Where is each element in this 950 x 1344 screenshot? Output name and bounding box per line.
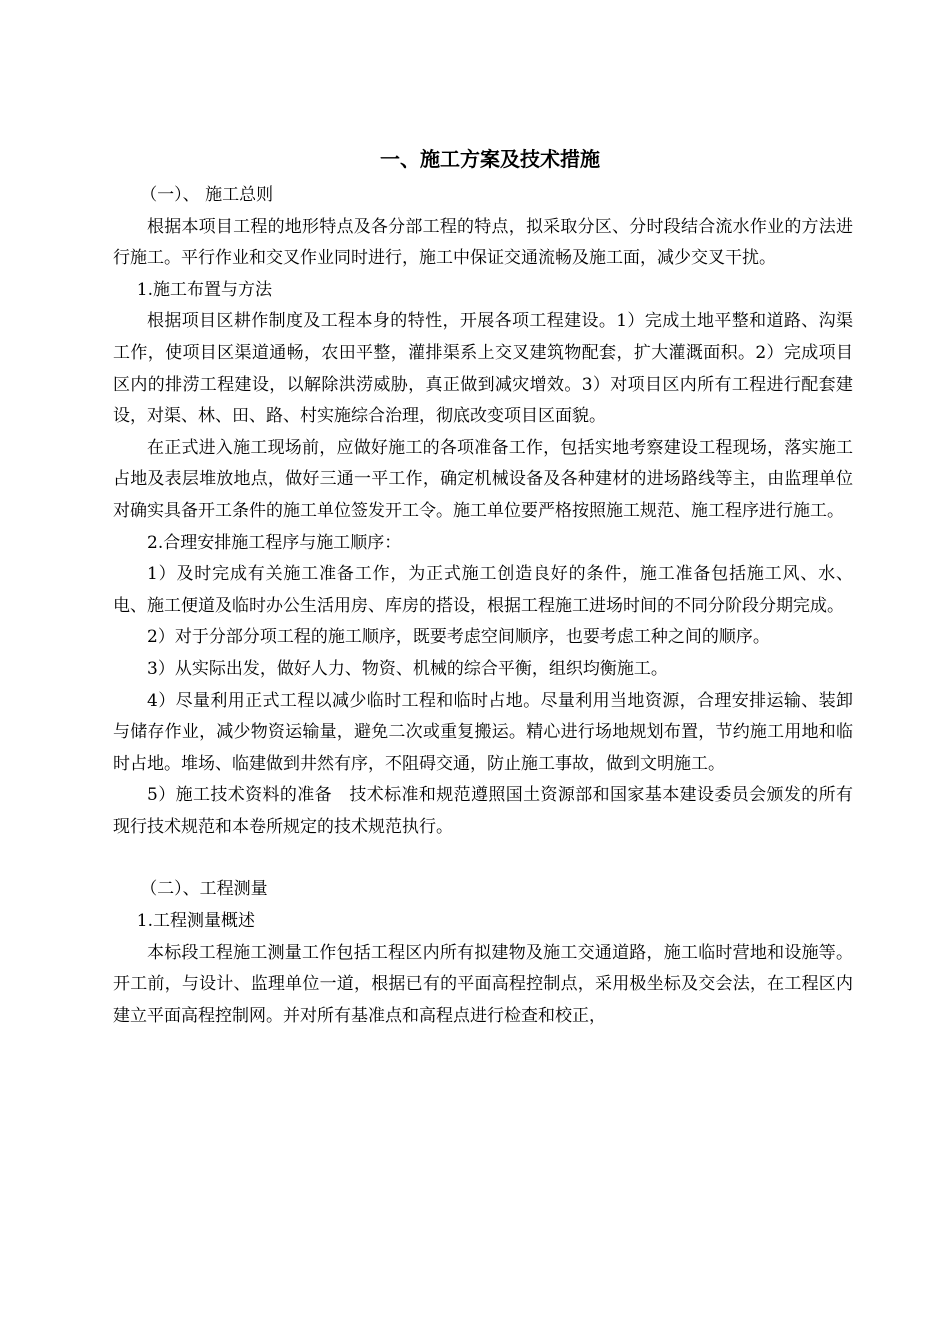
section-2-heading: （二）、工程测量 — [140, 879, 268, 900]
section-1-heading: （一）、 施工总则 — [140, 185, 274, 205]
list-item: 5）施工技术资料的准备 技术标准和规范遵照国土资源部和国家基本建设委员会颁发的所有现行技术规范和本卷所规定的技术规范执行。 — [113, 785, 853, 837]
subsection-2-1-heading: 1.工程测量概述 — [136, 911, 256, 932]
list-item: 4）尽量利用正式工程以减少临时工程和临时占地。尽量利用当地资源，合理安排运输、装卸与储存作业，减少物资运输量，避免二次或重复搬运。精心进行场地规划布置，节约施工用地和临时占地。堆场、临建做到井然有序，不阻碍交通，防止施工事故，做到文明施工。 — [113, 690, 853, 774]
subsection-1-1-paragraph-1: 根据项目区耕作制度及工程本身的特性，开展各项工程建设。1）完成土地平整和道路、沟渠工作，使项目区渠道通畅，农田平整，灌排渠系上交叉建筑物配套，扩大灌溉面积。2）完成项目区内的排涝工程建设，以解除洪涝威胁，真正做到减灾增效。3）对项目区内所有工程进行配套建设，对渠、林、田、路、村实施综合治理，彻底改变项目区面貌。 — [113, 311, 853, 427]
list-item: 3）从实际出发，做好人力、物资、机械的综合平衡，组织均衡施工。 — [147, 658, 668, 679]
subsection-1-2-heading: 2.合理安排施工程序与施工顺序： — [147, 532, 402, 553]
subsection-1-1-paragraph-2: 在正式进入施工现场前，应做好施工的各项准备工作，包括实地考察建设工程现场，落实施工占地及表层堆放地点，做好三通一平工作，确定机械设备及各种建材的进场路线等主，由监理单位对确实具备开工条件的施工单位签发开工令。施工单位要严格按照施工规范、施工程序进行施工。 — [113, 437, 853, 521]
subsection-2-1-paragraph-1: 本标段工程施工测量工作包括工程区内所有拟建物及施工交通道路，施工临时营地和设施等。开工前，与设计、监理单位一道，根据已有的平面高程控制点，采用极坐标及交会法，在工程区内建立平面高程控制网。并对所有基准点和高程点进行检查和校正， — [113, 942, 853, 1026]
list-item: 2）对于分部分项工程的施工顺序，既要考虑空间顺序，也要考虑工种之间的顺序。 — [147, 627, 770, 648]
section-spacer — [113, 843, 853, 874]
section-1-intro: 根据本项目工程的地形特点及各分部工程的特点，拟采取分区、分时段结合流水作业的方法进行施工。平行作业和交叉作业同时进行，施工中保证交通流畅及施工面，减少交叉干扰。 — [113, 216, 853, 269]
list-item: 1）及时完成有关施工准备工作，为正式施工创造良好的条件，施工准备包括施工风、水、电、施工便道及临时办公生活用房、库房的搭设，根据工程施工进场时间的不同分阶段分期完成。 — [113, 564, 853, 616]
subsection-1-1-heading: 1.施工布置与方法 — [136, 279, 273, 300]
document-title: 一、施工方案及技术措施 — [380, 147, 600, 171]
document-body — [113, 180, 853, 1032]
